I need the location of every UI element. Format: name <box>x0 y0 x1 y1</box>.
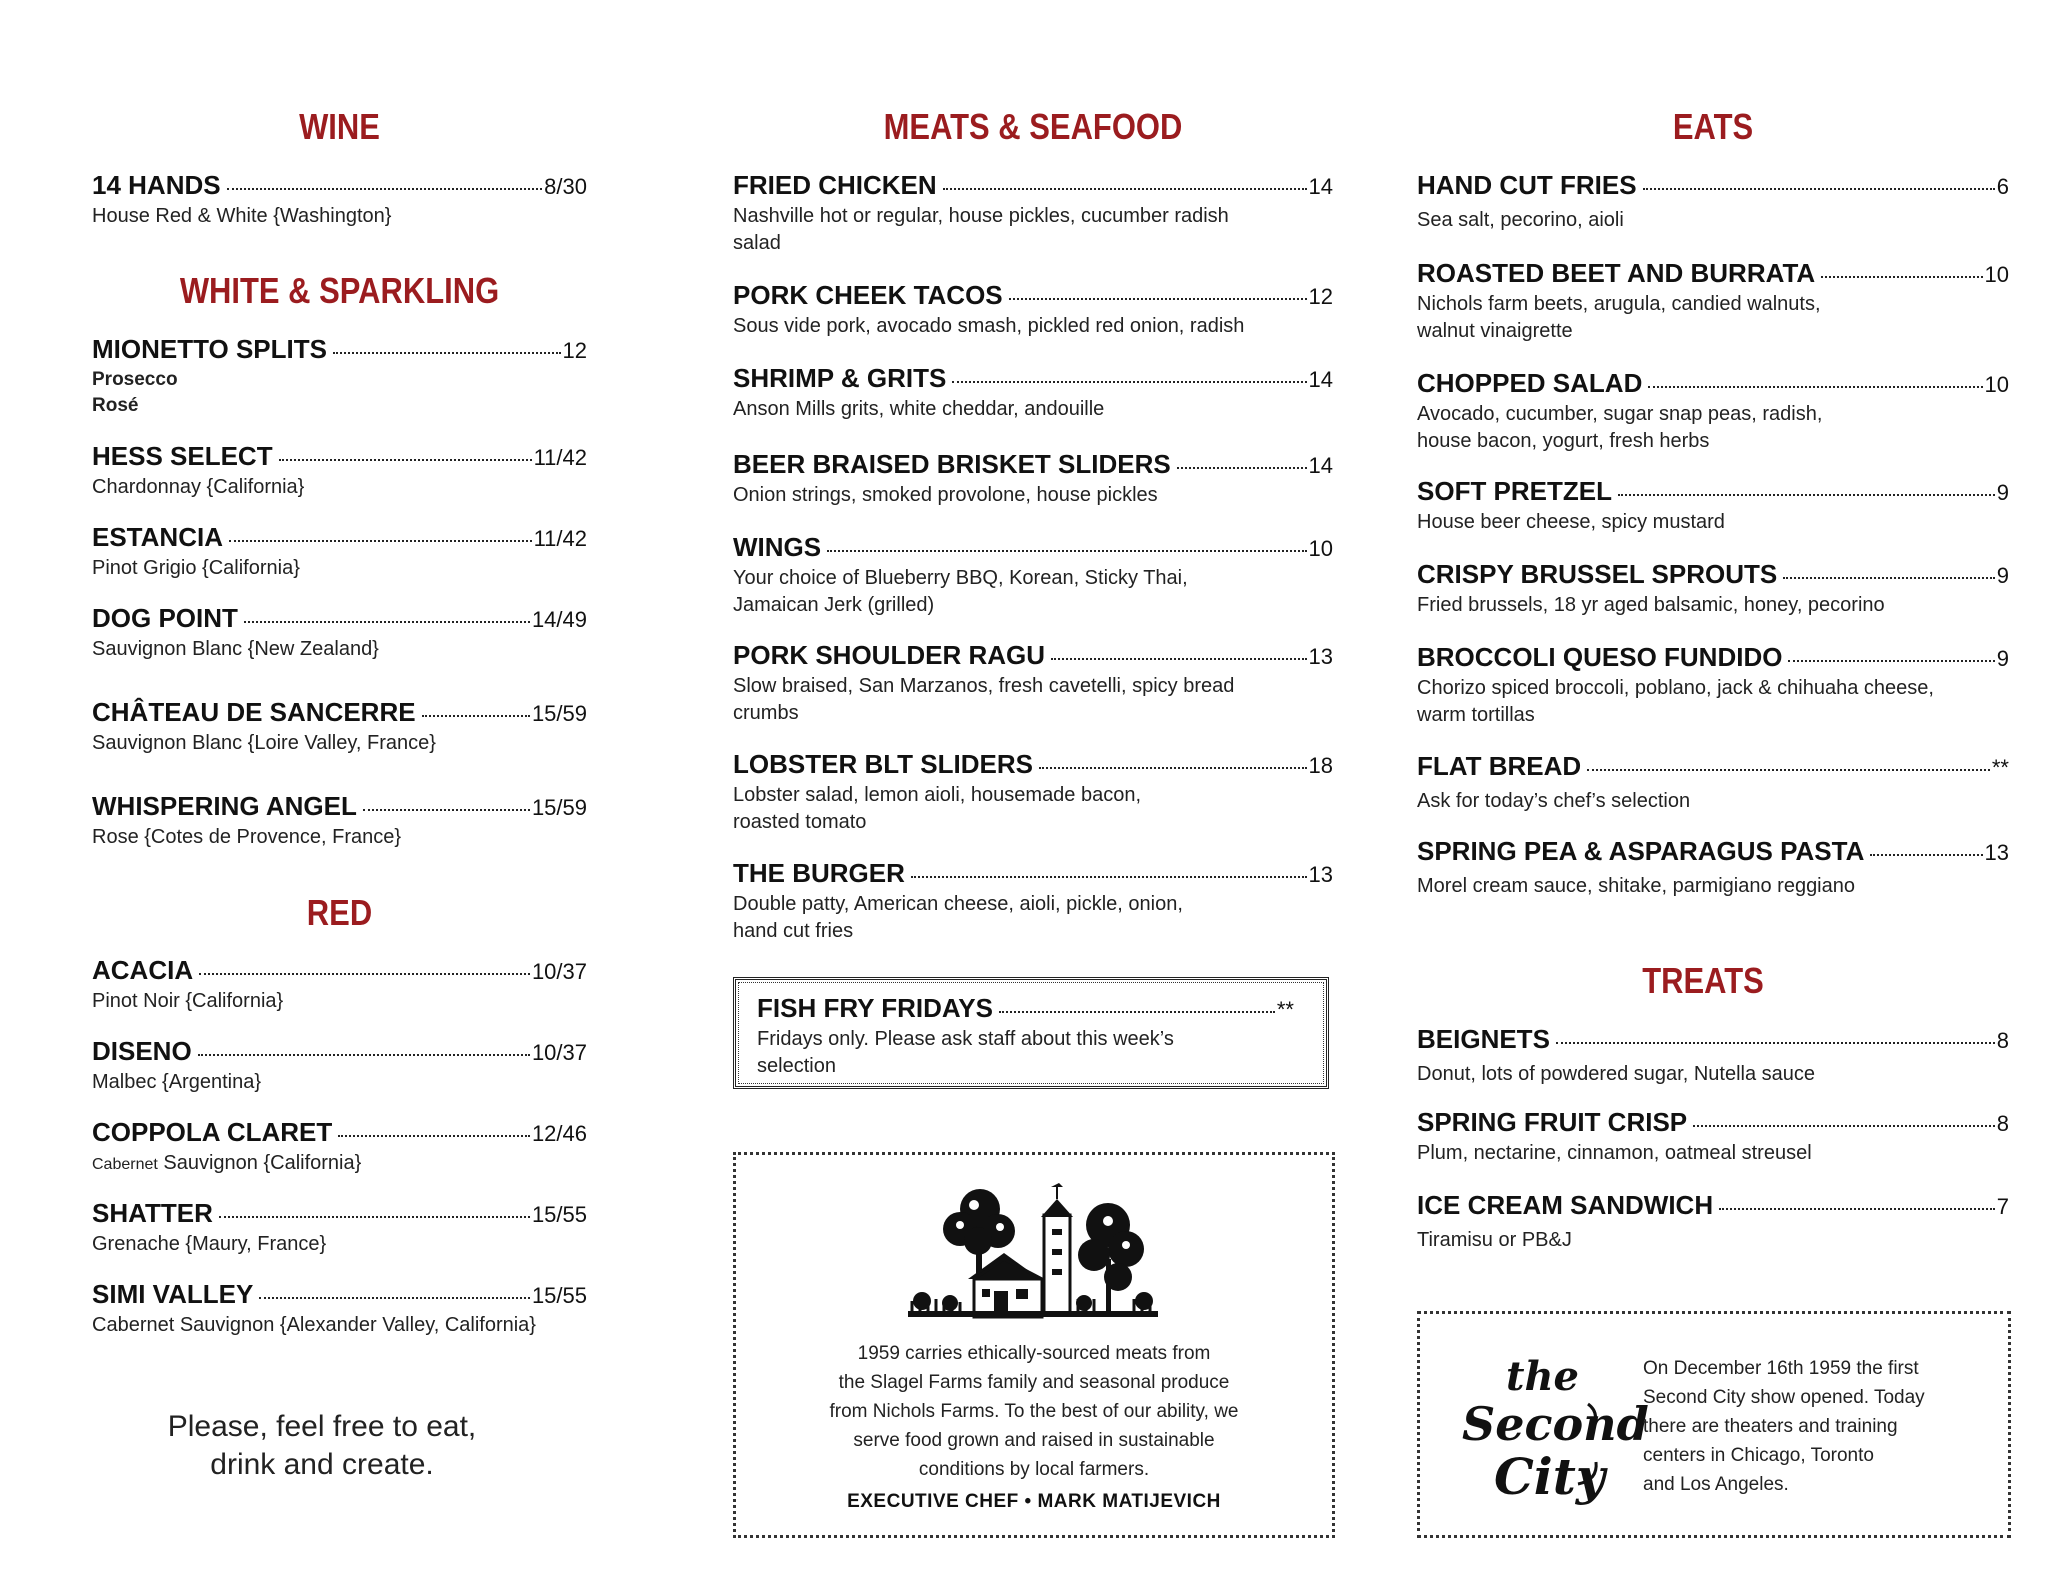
item-desc: Your choice of Blueberry BBQ, Korean, Sticky Thai, <box>733 567 1188 589</box>
fish-fry-box <box>733 977 1329 1089</box>
item-name: CHOPPED SALAD <box>1417 368 1643 398</box>
item-desc: Jamaican Jerk (grilled) <box>733 594 935 616</box>
item-name: ROASTED BEET AND BURRATA <box>1417 258 1816 288</box>
item-desc: Avocado, cucumber, sugar snap peas, radish, <box>1417 403 1823 425</box>
item-price: 9 <box>1996 646 2009 671</box>
item-name: PORK SHOULDER RAGU <box>733 640 1046 670</box>
item-price: 12 <box>1308 284 1333 309</box>
item-name: FRIED CHICKEN <box>733 170 937 200</box>
item-name: SOFT PRETZEL <box>1417 476 1612 506</box>
farm-text <box>776 1339 1292 1484</box>
item-desc: hand cut fries <box>733 920 854 942</box>
menu-item <box>1417 476 2009 536</box>
item-desc: House Red & White {Washington} <box>92 205 392 227</box>
wine-heading: WINE <box>299 106 380 147</box>
item-desc: Anson Mills grits, white cheddar, andouille <box>733 398 1105 420</box>
item-name: SHATTER <box>92 1198 213 1228</box>
item-desc: Fridays only. Please ask staff about this week’s <box>757 1028 1174 1050</box>
menu-item <box>92 697 587 757</box>
menu-item <box>92 1117 587 1178</box>
item-price: 14/49 <box>531 607 587 632</box>
item-desc: Malbec {Argentina} <box>92 1071 262 1093</box>
item-price: ** <box>1276 997 1294 1022</box>
item-price: 11/42 <box>533 526 587 551</box>
item-desc: Prosecco <box>92 369 178 390</box>
item-name: WHISPERING ANGEL <box>92 791 357 821</box>
menu-item <box>1417 258 2009 345</box>
item-price: ** <box>1991 755 2009 780</box>
item-name: DISENO <box>92 1036 192 1066</box>
item-desc: salad <box>733 232 781 254</box>
item-price: 14 <box>1308 367 1333 392</box>
item-name: HAND CUT FRIES <box>1417 170 1637 200</box>
item-desc: Sauvignon Blanc {Loire Valley, France} <box>92 732 436 754</box>
item-name: FISH FRY FRIDAYS <box>757 993 993 1023</box>
sc-text-line: On December 16th 1959 the first <box>1643 1358 1919 1379</box>
tagline-line: drink and create. <box>210 1448 434 1481</box>
item-name: PORK CHEEK TACOS <box>733 280 1003 310</box>
menu-item <box>1417 368 2009 455</box>
item-desc: Ask for today’s chef’s selection <box>1417 790 1691 812</box>
red-heading: RED <box>306 892 373 933</box>
item-name: COPPOLA CLARET <box>92 1117 333 1147</box>
logo-text: the <box>1506 1353 1580 1400</box>
second-city-logo <box>1458 1344 1649 1514</box>
menu-item <box>92 791 587 851</box>
tagline <box>82 1408 562 1484</box>
menu-item <box>733 640 1333 727</box>
item-name: MIONETTO SPLITS <box>92 334 327 364</box>
item-price: 15/59 <box>531 701 587 726</box>
item-name: BROCCOLI QUESO FUNDIDO <box>1417 642 1783 672</box>
item-price: 10 <box>1984 262 2009 287</box>
menu-item <box>1417 559 2009 619</box>
menu-item <box>92 1198 587 1258</box>
menu-item <box>733 280 1333 340</box>
farm-info-box <box>733 1152 1335 1538</box>
item-desc: Grenache {Maury, France} <box>92 1233 327 1255</box>
item-name: SPRING PEA & ASPARAGUS PASTA <box>1417 836 1865 866</box>
item-name: THE BURGER <box>733 858 905 888</box>
item-name: SIMI VALLEY <box>92 1279 254 1309</box>
item-desc: Pinot Noir {California} <box>92 990 284 1012</box>
item-desc: crumbs <box>733 702 799 724</box>
item-desc: roasted tomato <box>733 811 867 833</box>
menu-item <box>733 449 1333 509</box>
logo-text: Second <box>1462 1397 1649 1451</box>
item-desc: Sous vide pork, avocado smash, pickled red onion, radish <box>733 315 1245 337</box>
item-price: 10/37 <box>531 959 587 984</box>
menu-item <box>92 170 587 230</box>
item-price: 6 <box>1996 174 2009 199</box>
menu-item <box>92 955 587 1015</box>
item-price: 10/37 <box>531 1040 587 1065</box>
menu-item <box>733 858 1333 945</box>
sc-text-line: there are theaters and training <box>1643 1416 1898 1437</box>
item-desc: Cabernet Sauvignon {Alexander Valley, California} <box>92 1314 536 1336</box>
item-desc: Sauvignon Blanc {New Zealand} <box>92 638 379 660</box>
menu-item <box>92 441 587 501</box>
item-desc: selection <box>757 1055 836 1077</box>
menu-item <box>1417 1024 2009 1088</box>
item-price: 8 <box>1996 1111 2009 1136</box>
item-price: 12 <box>562 338 587 363</box>
item-price: 10 <box>1984 372 2009 397</box>
item-name: CRISPY BRUSSEL SPROUTS <box>1417 559 1778 589</box>
item-desc: Sauvignon {California} <box>157 1152 362 1174</box>
menu-item <box>92 334 587 419</box>
item-price: 13 <box>1984 840 2009 865</box>
item-name: WINGS <box>733 532 822 562</box>
item-desc: Donut, lots of powdered sugar, Nutella sauce <box>1417 1063 1816 1085</box>
item-name: ESTANCIA <box>92 522 223 552</box>
item-price: 11/42 <box>533 445 587 470</box>
item-desc: Chorizo spiced broccoli, poblano, jack & chihuaha cheese, <box>1417 677 1934 699</box>
white-sparkling-heading: WHITE & SPARKLING <box>179 270 500 311</box>
item-price: 13 <box>1308 644 1333 669</box>
menu-item <box>92 1279 587 1339</box>
farm-text-line: serve food grown and raised in sustainable <box>853 1430 1215 1451</box>
item-desc: House beer cheese, spicy mustard <box>1417 511 1725 533</box>
item-desc: Plum, nectarine, cinnamon, oatmeal streusel <box>1417 1142 1812 1164</box>
item-price: 10 <box>1308 536 1333 561</box>
item-name: FLAT BREAD <box>1417 751 1582 781</box>
item-price: 9 <box>1996 563 2009 588</box>
item-price: 13 <box>1308 862 1333 887</box>
menu-item <box>1417 751 2009 815</box>
sc-text-line: Second City show opened. Today <box>1643 1387 1925 1408</box>
item-desc-small: Cabernet <box>92 1156 158 1173</box>
menu-item <box>92 603 587 663</box>
item-desc: house bacon, yogurt, fresh herbs <box>1417 430 1710 452</box>
item-name: HESS SELECT <box>92 441 273 471</box>
item-desc: Fried brussels, 18 yr aged balsamic, honey, pecorino <box>1417 594 1885 616</box>
farm-illustration-icon <box>908 1179 1158 1329</box>
second-city-text <box>1643 1354 1988 1499</box>
menu-item <box>733 749 1333 836</box>
menu-item <box>92 1036 587 1096</box>
item-name: DOG POINT <box>92 603 238 633</box>
meats-heading: MEATS & SEAFOOD <box>883 106 1183 147</box>
item-price: 9 <box>1996 480 2009 505</box>
menu-item <box>733 532 1333 619</box>
item-name: SPRING FRUIT CRISP <box>1417 1107 1688 1137</box>
item-price: 15/59 <box>531 795 587 820</box>
item-name: BEER BRAISED BRISKET SLIDERS <box>733 449 1171 479</box>
item-price: 18 <box>1308 753 1333 778</box>
item-desc: Onion strings, smoked provolone, house pickles <box>733 484 1158 506</box>
item-price: 7 <box>1996 1194 2009 1219</box>
item-name: ICE CREAM SANDWICH <box>1417 1190 1714 1220</box>
tagline-line: Please, feel free to eat, <box>167 1410 477 1443</box>
item-desc: Tiramisu or PB&J <box>1417 1229 1572 1251</box>
item-price: 14 <box>1308 174 1333 199</box>
menu-item <box>733 170 1333 257</box>
item-price: 15/55 <box>531 1202 587 1227</box>
logo-text: City <box>1494 1447 1605 1506</box>
item-name: ACACIA <box>92 955 194 985</box>
item-desc: Chardonnay {California} <box>92 476 305 498</box>
item-price: 8/30 <box>544 174 587 199</box>
item-desc: Double patty, American cheese, aioli, pickle, onion, <box>733 893 1183 915</box>
item-desc: Rosé <box>92 395 139 416</box>
sc-text-line: centers in Chicago, Toronto <box>1643 1445 1874 1466</box>
item-name: 14 HANDS <box>92 170 221 200</box>
menu-item <box>1417 1107 2009 1167</box>
menu-item <box>733 363 1333 423</box>
item-desc: Sea salt, pecorino, aioli <box>1417 209 1624 231</box>
menu-item <box>1417 170 2009 234</box>
item-price: 14 <box>1308 453 1333 478</box>
farm-text-line: from Nichols Farms. To the best of our ability, we <box>829 1401 1239 1422</box>
item-desc: Morel cream sauce, shitake, parmigiano reggiano <box>1417 875 1855 897</box>
item-price: 8 <box>1996 1028 2009 1053</box>
item-name: LOBSTER BLT SLIDERS <box>733 749 1033 779</box>
item-desc: Slow braised, San Marzanos, fresh cavetelli, spicy bread <box>733 675 1235 697</box>
farm-text-line: conditions by local farmers. <box>918 1459 1150 1480</box>
item-name: CHÂTEAU DE SANCERRE <box>92 697 416 727</box>
item-price: 12/46 <box>531 1121 587 1146</box>
item-desc: Lobster salad, lemon aioli, housemade bacon, <box>733 784 1142 806</box>
menu-item <box>1417 642 2009 729</box>
sc-text-line: and Los Angeles. <box>1643 1474 1789 1495</box>
executive-chef: EXECUTIVE CHEF • MARK MATIJEVICH <box>847 1491 1221 1512</box>
item-desc: Rose {Cotes de Provence, France} <box>92 826 402 848</box>
item-name: BEIGNETS <box>1417 1024 1550 1054</box>
item-desc: warm tortillas <box>1417 704 1535 726</box>
item-desc: Nichols farm beets, arugula, candied walnuts, <box>1417 293 1821 315</box>
second-city-box <box>1417 1311 2011 1538</box>
menu-item <box>1417 836 2009 900</box>
item-price: 15/55 <box>531 1283 587 1308</box>
farm-text-line: the Slagel Farms family and seasonal produce <box>838 1372 1230 1393</box>
eats-heading: EATS <box>1672 106 1754 147</box>
item-desc: Pinot Grigio {California} <box>92 557 300 579</box>
menu-item <box>92 522 587 582</box>
treats-heading: TREATS <box>1642 960 1764 1001</box>
farm-text-line: 1959 carries ethically-sourced meats from <box>857 1343 1211 1364</box>
menu-item <box>1417 1190 2009 1254</box>
item-name: SHRIMP & GRITS <box>733 363 947 393</box>
item-desc: walnut vinaigrette <box>1417 320 1573 342</box>
item-desc: Nashville hot or regular, house pickles, cucumber radish <box>733 205 1229 227</box>
